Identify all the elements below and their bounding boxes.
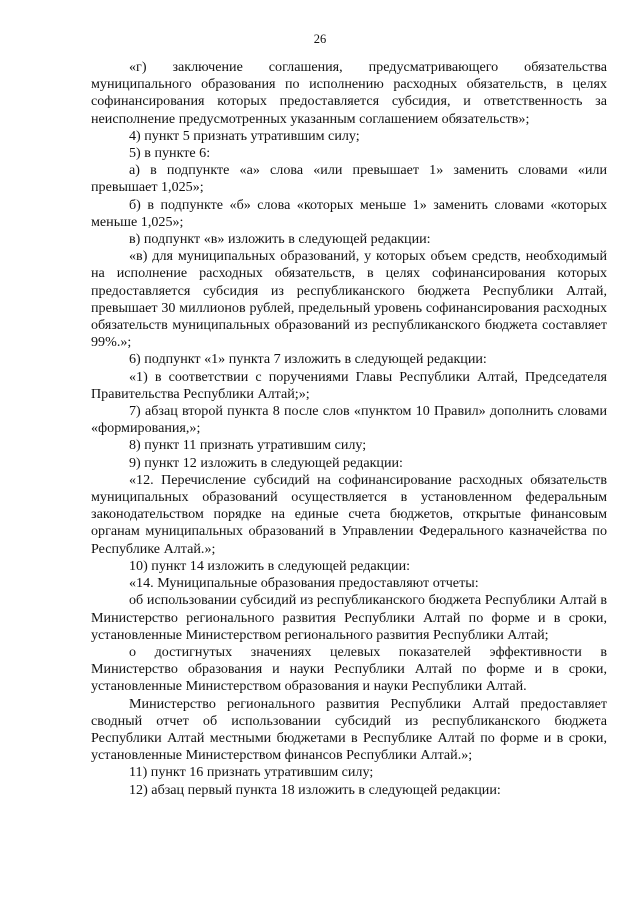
paragraph-16: об использовании субсидий из республиканского бюджета Республики Алтай в Министерство регионального развития Республики Алтай по форме и в сроки, установленные Министерством регионального развития Республики Алтай; — [91, 592, 607, 643]
document-body — [91, 59, 607, 799]
paragraph-7: «в) для муниципальных образований, у которых объем средств, необходимый на исполнение расходных обязательств, в целях софинансирования которых предоставляется субсидия из республиканского бюджета Республики Алтай, превышает 30 миллионов рублей, предельный уровень софинансирования расходных обязательств муниципальных образований из республиканского бюджета составляет 99%.»; — [91, 248, 607, 351]
paragraph-15: «14. Муниципальные образования предоставляют отчеты: — [129, 575, 479, 592]
paragraph-18: Министерство регионального развития Республики Алтай предоставляет сводный отчет об использовании субсидий из республиканского бюджета Республики Алтай местными бюджетами в Республике Алтай по форме и в сроки, установленные Министерством финансов Республики Алтай.»; — [91, 695, 607, 764]
paragraph-10: 7) абзац второй пункта 8 после слов «пунктом 10 Правил» дополнить словами «формирования,»; — [91, 403, 607, 437]
paragraph-6: в) подпункт «в» изложить в следующей редакции: — [129, 231, 431, 248]
paragraph-19: 11) пункт 16 признать утратившим силу; — [129, 764, 374, 781]
paragraph-3: 5) в пункте 6: — [129, 145, 211, 162]
paragraph-14: 10) пункт 14 изложить в следующей редакции: — [129, 557, 411, 574]
paragraph-1: «г) заключение соглашения, предусматривающего обязательства муниципального образования по исполнению расходных обязательств, в целях софинансирования которых предоставляется субсидия, и ответственность за неисполнение предусмотренных указанным соглашением обязательств»; — [91, 59, 607, 127]
paragraph-20: 12) абзац первый пункта 18 изложить в следующей редакции: — [129, 781, 501, 798]
paragraph-2: 4) пункт 5 признать утратившим силу; — [129, 127, 360, 144]
paragraph-4: а) в подпункте «а» слова «или превышает 1» заменить словами «или превышает 1,025»; — [91, 162, 607, 196]
paragraph-9: «1) в соответствии с поручениями Главы Республики Алтай, Председателя Правительства Республики Алтай;»; — [91, 368, 607, 402]
paragraph-8: 6) подпункт «1» пункта 7 изложить в следующей редакции: — [129, 351, 487, 368]
paragraph-17: о достигнутых значениях целевых показателей эффективности в Министерство образования и науки Республики Алтай по форме и в сроки, установленные Министерством образования и науки Республики Алтай. — [91, 643, 607, 695]
page-number: 26 — [313, 32, 327, 46]
paragraph-12: 9) пункт 12 изложить в следующей редакции: — [129, 454, 403, 471]
paragraph-5: б) в подпункте «б» слова «которых меньше 1» заменить словами «которых меньше 1,025»; — [91, 196, 607, 230]
paragraph-11: 8) пункт 11 признать утратившим силу; — [129, 437, 367, 454]
paragraph-13: «12. Перечисление субсидий на софинансирование расходных обязательств муниципальных образований осуществляется в установленном федеральным законодательством порядке на единые счета бюджетов, открытые финансовым органам муниципальных образований в Управлении Федерального казначейства по Республике Алтай.»; — [91, 471, 607, 557]
